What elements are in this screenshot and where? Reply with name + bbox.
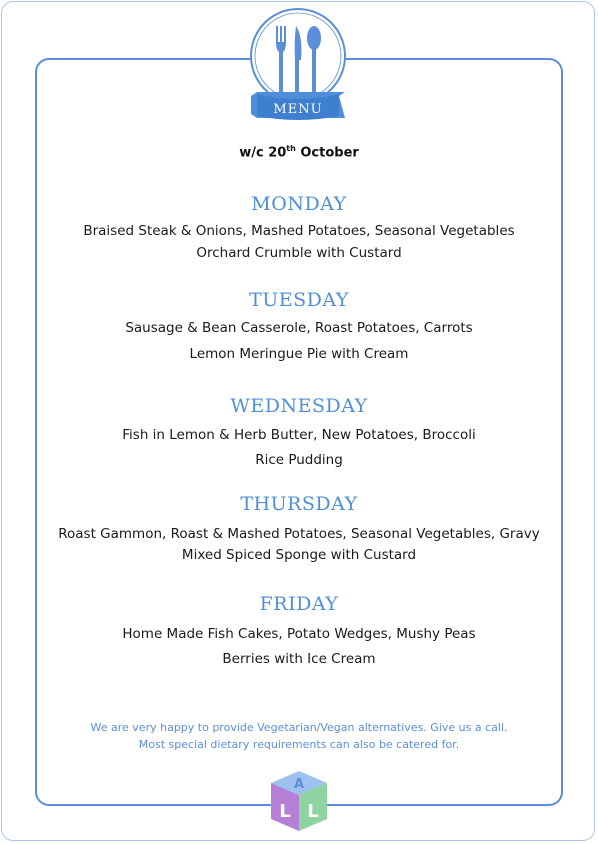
all-cube-logo <box>267 769 331 833</box>
day-heading-friday: FRIDAY <box>259 593 339 615</box>
week-month: October <box>295 145 359 161</box>
menu-logo <box>243 6 353 124</box>
cube-letter-left: L <box>279 801 291 822</box>
wednesday-dessert: Rice Pudding <box>255 452 343 468</box>
logo-banner-text: MENU <box>273 102 323 117</box>
dietary-note-line1: We are very happy to provide Vegetarian/Vegan alternatives. Give us a call. <box>90 721 508 734</box>
monday-dessert: Orchard Crumble with Custard <box>196 245 402 261</box>
tuesday-dessert: Lemon Meringue Pie with Cream <box>189 346 409 362</box>
week-prefix: w/c 20 <box>239 145 287 161</box>
friday-dessert: Berries with Ice Cream <box>222 651 376 667</box>
dietary-note-line2: Most special dietary requirements can also be catered for. <box>138 738 460 751</box>
wednesday-main: Fish in Lemon & Herb Butter, New Potatoes, Broccoli <box>122 427 476 443</box>
thursday-main: Roast Gammon, Roast & Mashed Potatoes, Seasonal Vegetables, Gravy <box>58 526 540 542</box>
thursday-dessert: Mixed Spiced Sponge with Custard <box>181 547 417 563</box>
tuesday-main: Sausage & Bean Casserole, Roast Potatoes, Carrots <box>125 320 473 336</box>
week-ordinal: th <box>286 144 296 153</box>
cube-letter-top: A <box>293 777 305 792</box>
friday-main: Home Made Fish Cakes, Potato Wedges, Mushy Peas <box>122 626 476 642</box>
day-heading-tuesday: TUESDAY <box>249 289 349 311</box>
day-heading-wednesday: WEDNESDAY <box>230 395 368 417</box>
day-heading-thursday: THURSDAY <box>240 493 358 515</box>
day-heading-monday: MONDAY <box>251 193 347 215</box>
monday-main: Braised Steak & Onions, Mashed Potatoes, Seasonal Vegetables <box>83 223 515 239</box>
cube-letter-right: L <box>307 801 319 822</box>
week-commencing <box>0 144 598 160</box>
